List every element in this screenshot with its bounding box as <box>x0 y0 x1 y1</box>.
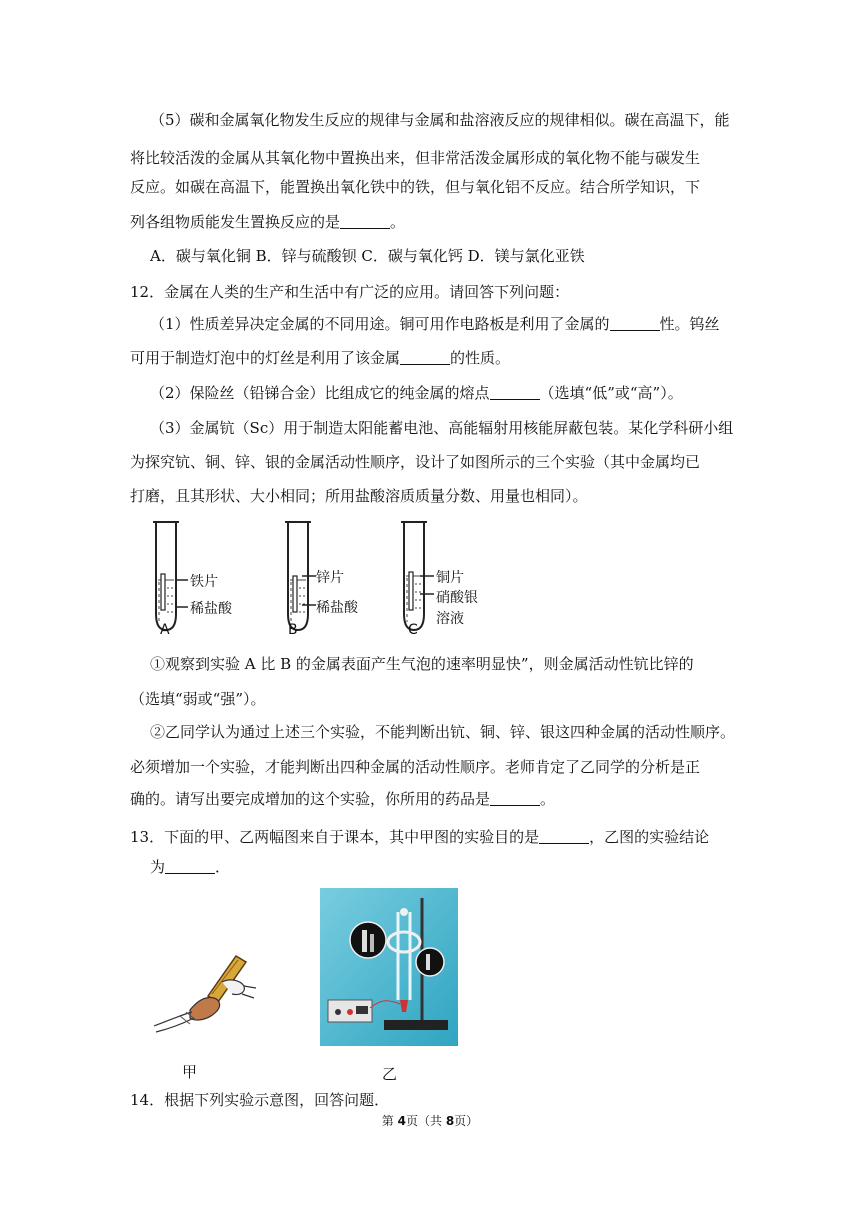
q12-s2-line3 <box>130 789 730 809</box>
page-footer <box>0 1112 860 1129</box>
tube-b-letter: B <box>288 622 298 638</box>
pointer-line <box>176 574 190 614</box>
q11-5-line4-end: 。 <box>390 213 406 231</box>
q12-s2-line1: ②乙同学认为通过上述三个实验，不能判断出钪、铜、锌、银这四种金属的活动性顺序。 <box>150 723 736 741</box>
q11-5-line1: （5）碳和金属氧化物发生反应的规律与金属和盐溶液反应的规律相似。碳在高温下，能 <box>150 111 730 129</box>
q12-p3-line2: 为探究钪、铜、锌、银的金属活动性顺序，设计了如图所示的三个实验（其中金属均已 <box>130 453 701 471</box>
answer-blank[interactable] <box>340 214 390 229</box>
tube-c-letter: C <box>408 622 418 638</box>
electrolysis-apparatus-photo <box>320 888 458 1046</box>
q12-stem: 12．金属在人类的生产和生活中有广泛的应用。请回答下列问题： <box>130 283 570 301</box>
q13-line1 <box>130 827 730 847</box>
footer-middle: 页（共 <box>405 1114 446 1128</box>
figure-yi-label: 乙 <box>382 1065 398 1083</box>
q12-p1-text-end: 性。钨丝 <box>659 315 720 333</box>
answer-blank[interactable] <box>539 829 589 844</box>
q12-s1-line2: （选填“弱或“强”）。 <box>130 690 266 708</box>
q11-5-options: A．碳与氧化铜 B．锌与硫酸钡 C．碳与氧化钙 D．镁与氯化亚铁 <box>150 247 585 265</box>
q12-p1-line2 <box>130 348 730 368</box>
footer-prefix: 第 <box>381 1114 398 1128</box>
answer-blank[interactable] <box>490 791 540 806</box>
answer-blank[interactable] <box>165 859 215 874</box>
q11-5-line4-text: 列各组物质能发生置换反应的是 <box>130 213 341 231</box>
q13-line1-text: 13．下面的甲、乙两幅图来自于课本，其中甲图的实验目的是 <box>130 828 540 846</box>
page-number: 4 <box>397 1114 406 1128</box>
q12-p2 <box>150 383 730 403</box>
q12-p3-line3: 打磨，且其形状、大小相同；所用盐酸溶质质量分数、用量也相同）。 <box>130 487 588 505</box>
q12-p3-line1: （3）金属钪（Sc）用于制造太阳能蓄电池、高能辐射用核能屏蔽包装。某化学科研小组 <box>150 419 734 437</box>
q14-stem: 14．根据下列实验示意图，回答问题． <box>130 1091 390 1109</box>
pointer-line <box>420 570 436 610</box>
figure-jia-label: 甲 <box>182 1063 198 1081</box>
tube-a-label1: 铁片 <box>190 574 218 590</box>
answer-blank[interactable] <box>400 350 450 365</box>
q11-5-line4 <box>130 212 730 232</box>
q12-p2-end: （选填“低”或“高”）。 <box>539 384 683 402</box>
q11-5-line3: 反应。如碳在高温下，能置换出氧化铁中的铁，但与氧化铝不反应。结合所学知识，下 <box>130 178 701 196</box>
q12-p1-line2-end: 的性质。 <box>450 349 511 367</box>
tube-c-label3: 溶液 <box>436 611 464 627</box>
tube-b-label2: 稀盐酸 <box>316 600 358 616</box>
q12-p1-line1 <box>150 314 730 334</box>
q12-p1-line2-text: 可用于制造灯泡中的灯丝是利用了该金属 <box>130 349 401 367</box>
q12-s2-line2: 必须增加一个实验，才能判断出四种金属的活动性顺序。老师肯定了乙同学的分析是正 <box>130 758 701 776</box>
q13-line1-mid: ，乙图的实验结论 <box>589 828 710 846</box>
tube-b-label1: 锌片 <box>316 570 344 586</box>
q12-p1-text: （1）性质差异决定金属的不同用途。铜可用作电路板是利用了金属的 <box>150 315 610 333</box>
answer-blank[interactable] <box>490 385 540 400</box>
q13-line2-end: ． <box>215 858 231 876</box>
footer-suffix: 页） <box>454 1114 479 1128</box>
q11-5-line2: 将比较活泼的金属从其氧化物中置换出来，但非常活泼金属形成的氧化物不能与碳发生 <box>130 149 701 167</box>
page-total: 8 <box>445 1114 455 1128</box>
q12-s2-line3-text: 确的。请写出要完成增加的这个实验，你所用的药品是 <box>130 790 491 808</box>
q13-line2-text: 为 <box>150 858 166 876</box>
q12-s1-line1: ①观察到实验 A 比 B 的金属表面产生气泡的速率明显快”，则金属活动性钪比锌的 <box>150 655 694 673</box>
tube-a-label2: 稀盐酸 <box>190 601 232 617</box>
answer-blank[interactable] <box>610 316 660 331</box>
tube-a-letter: A <box>160 622 170 638</box>
tube-c-label1: 铜片 <box>436 570 464 586</box>
q13-line2 <box>150 857 750 877</box>
tube-c-label2: 硝酸银 <box>436 590 478 606</box>
hands-metal-plates-illustration <box>150 950 260 1040</box>
q12-s2-line3-end: 。 <box>540 790 556 808</box>
q12-p2-text: （2）保险丝（铅锑合金）比组成它的纯金属的熔点 <box>150 384 490 402</box>
